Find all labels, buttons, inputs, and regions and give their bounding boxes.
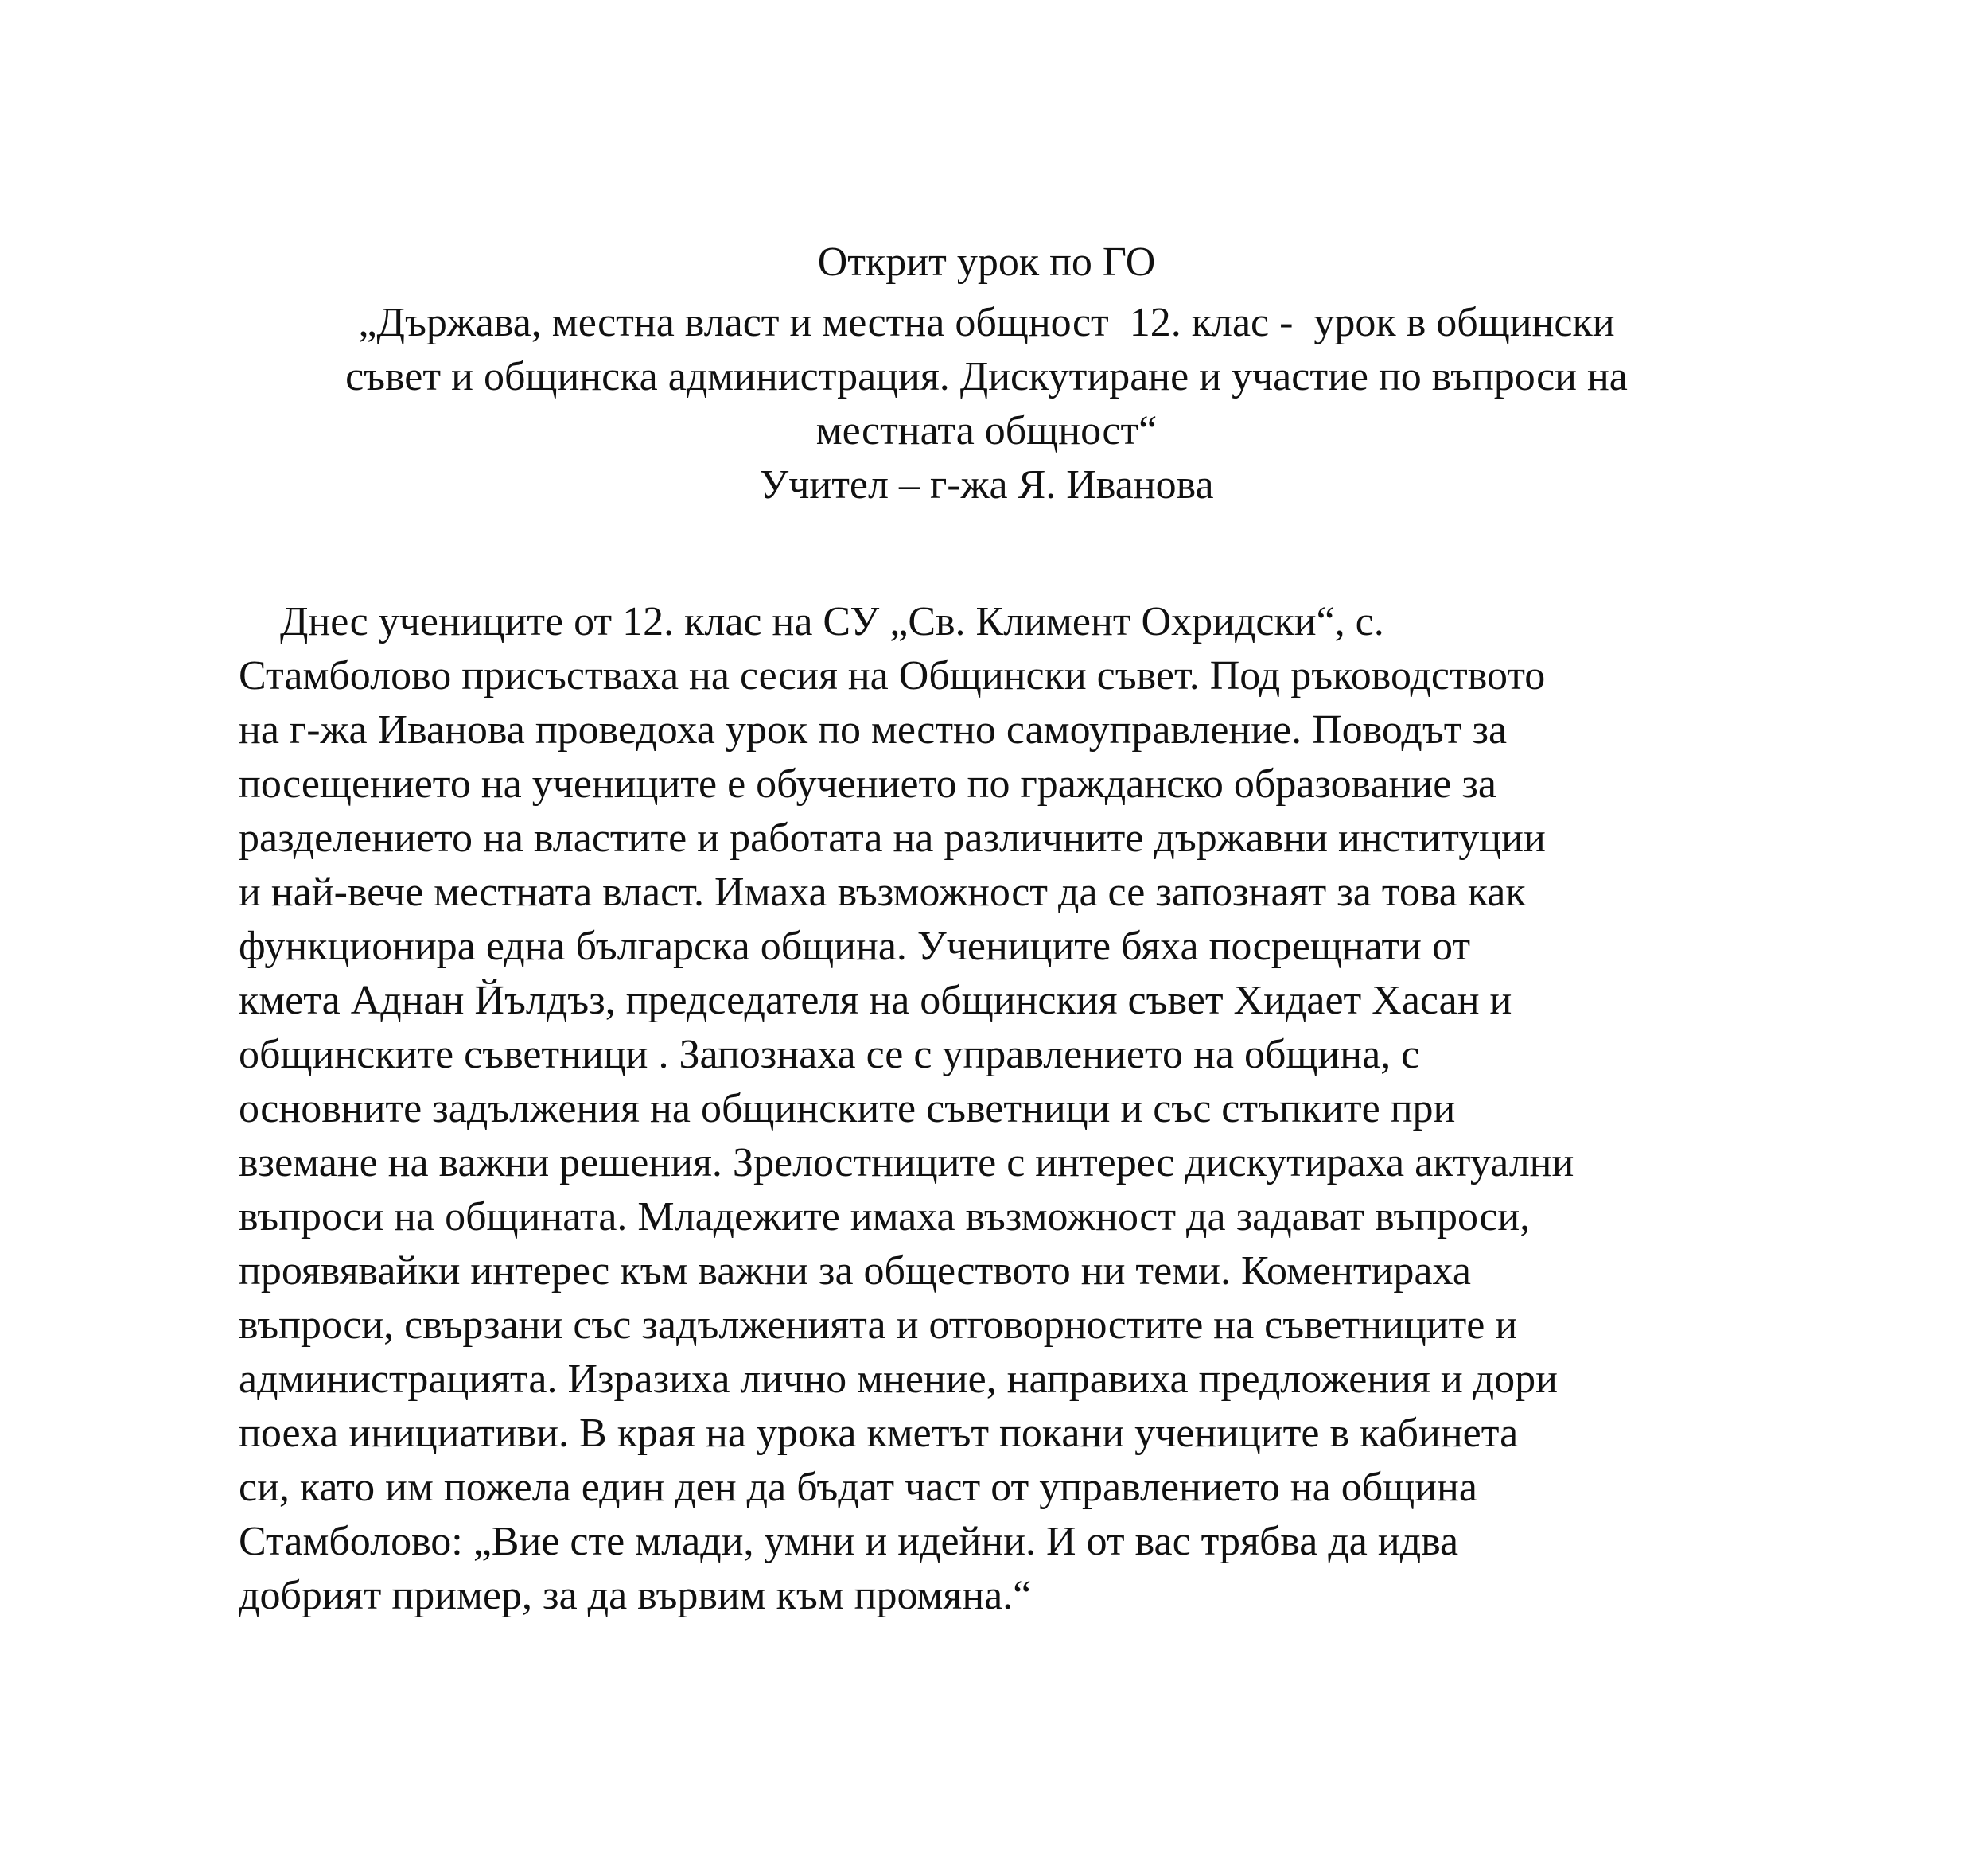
document-title: Открит урок по ГО [817, 239, 1156, 285]
body-line: кмета Аднан Йълдъз, председателя на общинския съвет Хидает Хасан и [239, 978, 1512, 1023]
body-line: администрацията. Изразиха лично мнение, направиха предложения и дори [239, 1356, 1558, 1402]
teacher-line: Учител – г-жа Я. Иванова [759, 462, 1214, 508]
body-line: Стамболово: „Вие сте млади, умни и идейни. И от вас трябва да идва [239, 1519, 1459, 1564]
body-line: посещението на учениците е обучението по гражданско образование за [239, 761, 1496, 807]
body-line: си, като им пожела един ден да бъдат част от управлението на община [239, 1465, 1477, 1510]
body-line: проявявайки интерес към важни за обществото ни теми. Коментираха [239, 1248, 1471, 1294]
article-body [239, 595, 1766, 1623]
body-line: Стамболово присъстваха на сесия на Общински съвет. Под ръководството [239, 653, 1546, 699]
body-line: функционира една българска община. Учениците бяха посрещнати от [239, 924, 1471, 969]
body-line: въпроси на общината. Младежите имаха възможност да задават въпроси, [239, 1194, 1531, 1240]
body-line: на г-жа Иванова проведоха урок по местно самоуправление. Поводът за [239, 707, 1508, 753]
body-line: вземане на важни решения. Зрелостниците с интерес дискутираха актуални [239, 1140, 1574, 1185]
document-header [239, 235, 1734, 512]
topic-line: местната общност“ [815, 408, 1158, 453]
topic-line: „Държава, местна власт и местна общност 12. клас - урок в общински [358, 300, 1615, 345]
body-line: Днес учениците от 12. клас на СУ „Св. Климент Охридски“, с. [239, 599, 1384, 644]
topic-line: съвет и общинска администрация. Дискутиране и участие по въпроси на [345, 354, 1628, 399]
body-line: основните задължения на общинските съветници и със стъпките при [239, 1086, 1456, 1131]
body-line: общинските съветници . Запознаха се с управлението на община, с [239, 1032, 1420, 1077]
body-line: добрият пример, за да вървим към промяна.“ [239, 1573, 1032, 1618]
body-line: разделението на властите и работата на различните държавни институции [239, 815, 1546, 861]
body-line: поеха инициативи. В края на урока кметът покани учениците в кабинета [239, 1411, 1519, 1456]
body-line: и най-вече местната власт. Имаха възможност да се запознаят за това как [239, 870, 1526, 915]
body-line: въпроси, свързани със задълженията и отговорностите на съветниците и [239, 1302, 1518, 1348]
